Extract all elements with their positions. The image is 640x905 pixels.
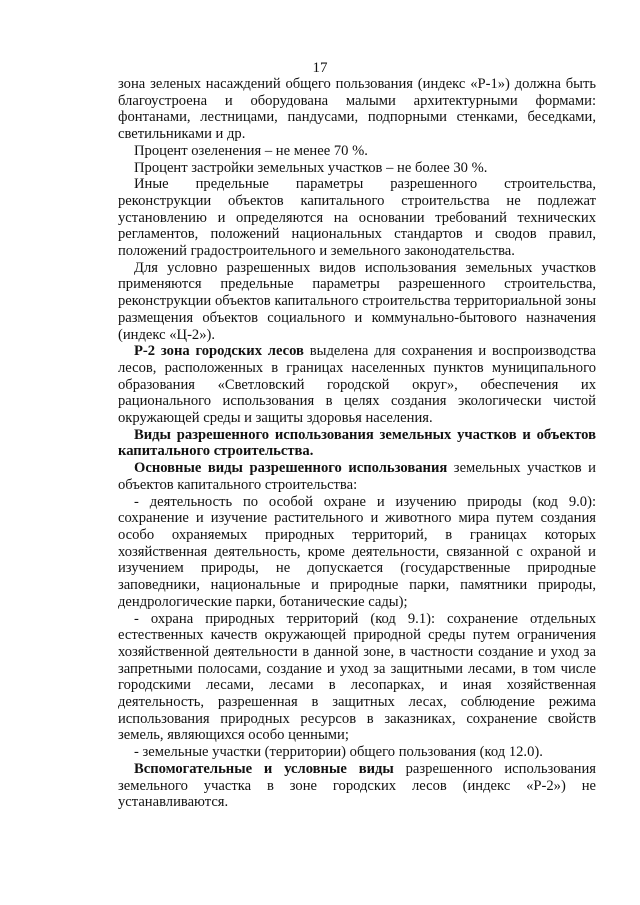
- paragraph-main-uses: Основные виды разрешенного использования земельных участков и объектов капитального строительства:: [118, 460, 596, 493]
- paragraph-r1-landscaping: зона зеленых насаждений общего пользования (индекс «Р-1») должна быть благоустроена и оборудована малыми архитектурными формами: фонтанами, лестницами, пандусами, подпорными стенками, беседками, светильниками и др.: [118, 76, 596, 143]
- auxiliary-uses-heading: Вспомогательные и условные виды: [134, 760, 394, 777]
- list-item-public-land: - земельные участки (территории) общего пользования (код 12.0).: [134, 744, 543, 761]
- paragraph-auxiliary-uses: Вспомогательные и условные виды разрешенного использования земельного участка в зоне городских лесов (индекс «Р-2») не устанавливаются.: [118, 760, 596, 811]
- list-item-natural-territories: - охрана природных территорий (код 9.1): сохранение отдельных естественных качеств окружающей природной среды путем ограничения хозяйственной деятельности в данной зоне, в частности создание и уход за запретными полосами, создание и уход за защитными лесами, в том числе городскими лесами, лесами в лесопарках, и иная хозяйственная деятельность, разрешенная в защитных лесах, соблюдение режима использования природных ресурсов в заказниках, сохранение свойств земель, являющихся особо ценными;: [118, 610, 596, 744]
- main-uses-heading: Основные виды разрешенного использования: [134, 460, 448, 477]
- paragraph-other-parameters: Иные предельные параметры разрешенного строительства, реконструкции объектов капитального строительства не подлежат установлению и определяются на основании требований технических регламентов, положений национальных стандартов и сводов правил, положений градостроительного и земельного законодательства.: [118, 176, 596, 260]
- paragraph-greening-percent: Процент озеленения – не менее 70 %.: [134, 142, 368, 159]
- paragraph-r2-zone: Р-2 зона городских лесов выделена для сохранения и воспроизводства лесов, расположенных в границах населенных пунктов муниципального образования «Светловский городской округ», обеспечения их рационального использования в целях создания экологически чистой окружающей среды и защиты здоровья населения.: [118, 343, 597, 427]
- page-number: 17: [312, 60, 328, 76]
- paragraph-conditional-uses: Для условно разрешенных видов использования земельных участков применяются предельные параметры разрешенного строительства, реконструкции объектов капитального строительства территориальной зоны размещения объектов социального и коммунально-бытового назначения (индекс «Ц-2»).: [118, 259, 596, 343]
- paragraph-building-percent: Процент застройки земельных участков – не более 30 %.: [134, 159, 488, 176]
- section-heading-permitted-uses: Виды разрешенного использования земельных участков и объектов капитального строительства.: [118, 426, 596, 460]
- page-content: [118, 76, 596, 811]
- r2-zone-heading: Р-2 зона городских лесов: [134, 343, 304, 360]
- list-item-nature-protection: - деятельность по особой охране и изучению природы (код 9.0): сохранение и изучение растительного и животного мира путем создания особо охраняемых природных территорий, в границах которых хозяйственная деятельность, кроме деятельности, связанной с охраной и изучением природы, не допускается (государственные природные заповедники, национальные и природные парки, памятники природы, дендрологические парки, ботанические сады);: [118, 493, 596, 610]
